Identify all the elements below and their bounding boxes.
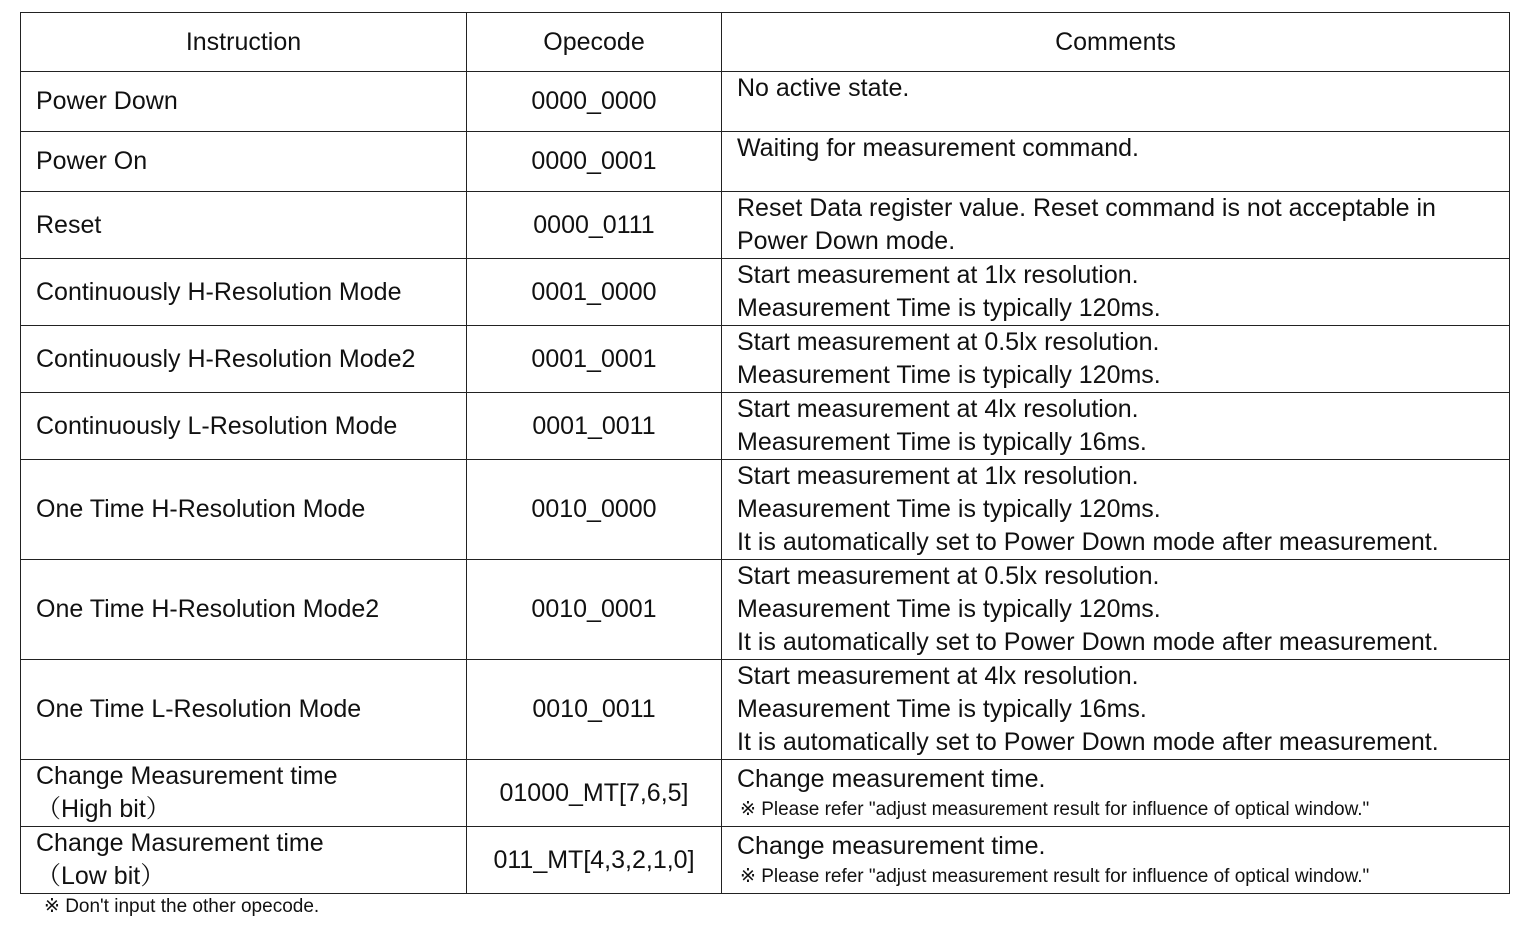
opcode-column-header: Opecode	[467, 13, 722, 72]
comment-cell	[722, 393, 1510, 460]
table-row	[21, 132, 1510, 192]
opcode-cell: 0001_0001	[467, 326, 722, 393]
comment-line: Start measurement at 1lx resolution.	[737, 462, 1139, 490]
table-row	[21, 760, 1510, 827]
instruction-text: （Low bit）	[36, 862, 166, 890]
comment-line: Start measurement at 4lx resolution.	[737, 395, 1139, 423]
comment-line: Start measurement at 4lx resolution.	[737, 662, 1139, 690]
table-row	[21, 72, 1510, 132]
opcode-cell: 0001_0000	[467, 259, 722, 326]
comment-cell	[722, 132, 1510, 192]
instruction-text: Power Down	[36, 87, 178, 115]
instruction-text: One Time H-Resolution Mode2	[36, 595, 380, 623]
comment-cell	[722, 326, 1510, 393]
comment-line: It is automatically set to Power Down mode after measurement.	[737, 628, 1439, 656]
comment-cell	[722, 460, 1510, 560]
opcode-cell: 0010_0000	[467, 460, 722, 560]
instruction-cell	[21, 192, 467, 259]
instruction-cell	[21, 760, 467, 827]
opcode-cell: 0001_0011	[467, 393, 722, 460]
instruction-cell	[21, 827, 467, 894]
instruction-cell	[21, 259, 467, 326]
comment-line: It is automatically set to Power Down mode after measurement.	[737, 528, 1439, 556]
comment-line: Measurement Time is typically 120ms.	[737, 294, 1161, 322]
instruction-text: Reset	[36, 210, 102, 239]
comment-cell	[722, 660, 1510, 760]
instruction-text: Continuously L-Resolution Mode	[36, 411, 398, 440]
comment-line: Measurement Time is typically 120ms.	[737, 495, 1161, 523]
table-row	[21, 326, 1510, 393]
opcode-cell: 0000_0001	[467, 132, 722, 192]
comment-line: Start measurement at 0.5lx resolution.	[737, 562, 1160, 590]
comment-line: Start measurement at 0.5lx resolution.	[737, 328, 1160, 356]
table-row	[21, 560, 1510, 660]
opcode-cell: 0000_0000	[467, 72, 722, 132]
instruction-column-header: Instruction	[21, 13, 467, 72]
comment-note: ※ Please refer "adjust measurement result for influence of optical window."	[740, 799, 1370, 820]
instruction-text: Change Measurement time	[36, 762, 338, 790]
comment-line: Measurement Time is typically 120ms.	[737, 361, 1161, 389]
comment-cell	[722, 760, 1510, 827]
instruction-text: Change Masurement time	[36, 829, 324, 857]
instruction-cell	[21, 132, 467, 192]
comment-cell	[722, 192, 1510, 259]
table-row	[21, 827, 1510, 894]
instruction-cell	[21, 393, 467, 460]
opcode-cell: 0010_0011	[467, 660, 722, 760]
instruction-cell	[21, 560, 467, 660]
opcode-table	[20, 12, 1510, 894]
comment-line: Start measurement at 1lx resolution.	[737, 261, 1139, 289]
comment-cell	[722, 827, 1510, 894]
instruction-cell	[21, 460, 467, 560]
opcode-cell: 011_MT[4,3,2,1,0]	[467, 827, 722, 894]
comment-line: Reset Data register value. Reset command is not acceptable in	[737, 194, 1436, 222]
table-row	[21, 259, 1510, 326]
table-row	[21, 660, 1510, 760]
instruction-text: Power On	[36, 147, 148, 175]
comment-line: Power Down mode.	[737, 227, 956, 255]
header-row	[21, 13, 1510, 72]
table-row	[21, 460, 1510, 560]
comment-line: It is automatically set to Power Down mode after measurement.	[737, 728, 1439, 756]
instruction-text: One Time H-Resolution Mode	[36, 495, 366, 523]
instruction-cell	[21, 660, 467, 760]
opcode-cell: 0010_0001	[467, 560, 722, 660]
comment-line: Change measurement time.	[737, 832, 1046, 860]
comment-cell	[722, 259, 1510, 326]
instruction-text: Continuously H-Resolution Mode	[36, 277, 402, 306]
footnote: ※ Don't input the other opecode.	[44, 896, 320, 917]
comment-line: Measurement Time is typically 120ms.	[737, 595, 1161, 623]
comment-line: Measurement Time is typically 16ms.	[737, 695, 1147, 723]
instruction-cell	[21, 326, 467, 393]
comment-note: ※ Please refer "adjust measurement result for influence of optical window."	[740, 866, 1370, 887]
opcode-cell: 0000_0111	[467, 192, 722, 259]
instruction-cell	[21, 72, 467, 132]
comment-line: Measurement Time is typically 16ms.	[737, 428, 1147, 456]
comment-cell	[722, 72, 1510, 132]
instruction-text: One Time L-Resolution Mode	[36, 695, 362, 723]
comments-column-header: Comments	[722, 13, 1510, 72]
table-row	[21, 192, 1510, 259]
comment-line: Change measurement time.	[737, 765, 1046, 793]
opcode-cell: 01000_MT[7,6,5]	[467, 760, 722, 827]
comment-line: Waiting for measurement command.	[737, 134, 1140, 162]
instruction-text: Continuously H-Resolution Mode2	[36, 344, 416, 373]
table-body	[21, 72, 1510, 894]
comment-line: No active state.	[737, 74, 910, 102]
instruction-text: （High bit）	[36, 795, 171, 823]
comment-cell	[722, 560, 1510, 660]
table-row	[21, 393, 1510, 460]
